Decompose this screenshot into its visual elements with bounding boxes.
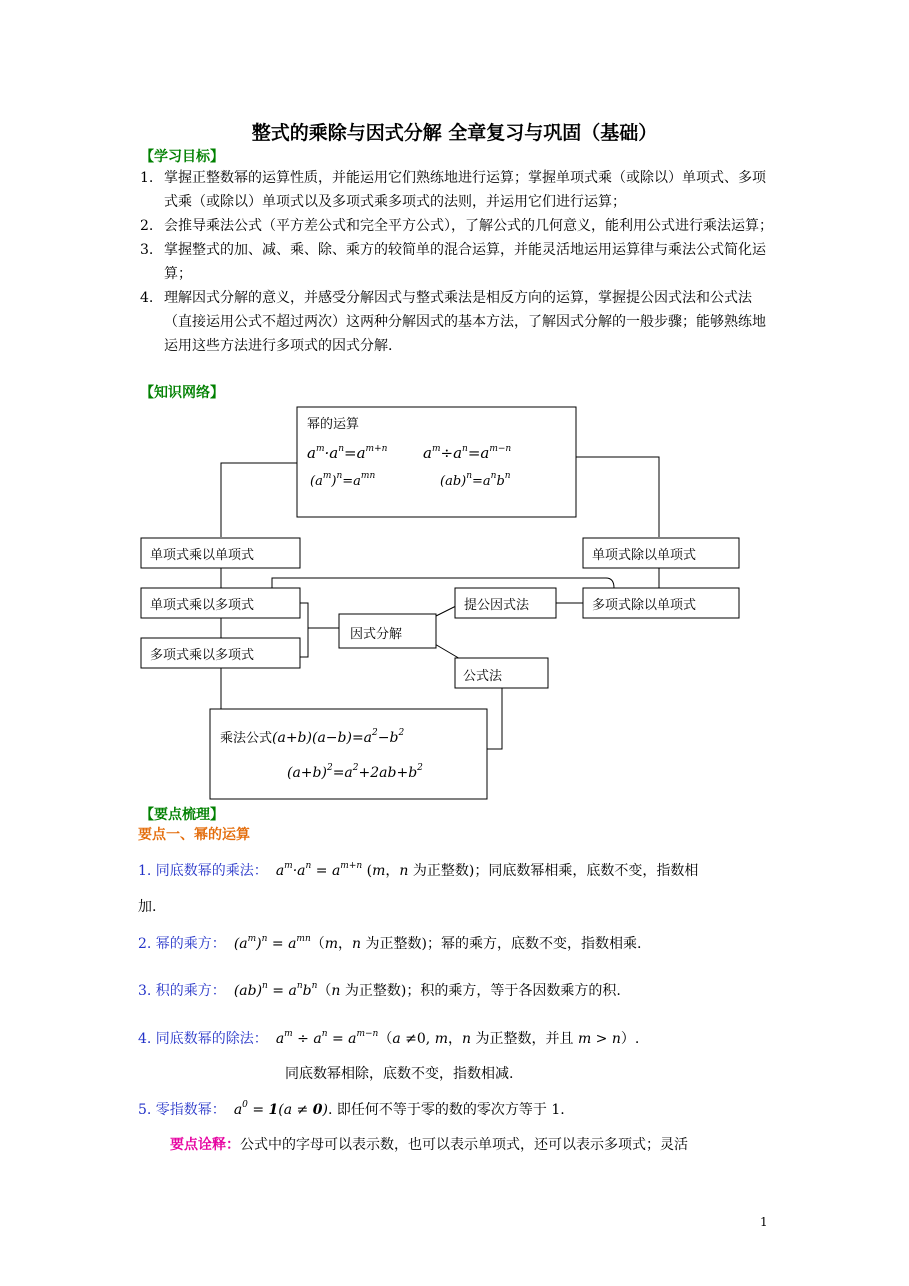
rule-1-label: 1. 同底数幂的乘法：: [138, 863, 268, 879]
connector-line: [272, 578, 614, 588]
goal-text: 掌握正整数幂的运算性质，并能运用它们熟练地进行运算；掌握单项式乘（或除以）单项式、多项式乘（或除以）单项式以及多项式乘多项式的法则，并运用它们进行运算；: [164, 170, 766, 210]
section-knowledge-network: 【知识网络】: [140, 385, 224, 401]
rule-2-desc: 为正整数)；幂的乘方，底数不变，指数相乘.: [365, 936, 642, 952]
poly-div-mono-label: 多项式除以单项式: [592, 598, 697, 613]
goal-number: 3.: [140, 242, 154, 258]
mono-mul-mono-label: 单项式乘以单项式: [150, 548, 255, 563]
rule-3: 3. 积的乘方： $(ab)^n = a^nb^n(n$ 为正整数)；积的乘方，等于各因数乘方的积.: [138, 981, 621, 999]
rule-4-label: 4. 同底数幂的除法：: [138, 1031, 268, 1047]
goal-text: 会推导乘法公式（平方差公式和完全平方公式），了解公式的几何意义，能利用公式进行乘法运算；: [164, 218, 773, 234]
section-key-points: 【要点梳理】: [140, 807, 224, 823]
mult-formula-label: 乘法公式: [220, 731, 273, 746]
connector-line: [576, 457, 659, 537]
goal-number: 2.: [140, 218, 154, 234]
rule-1-desc: 为正整数)；同底数幂相乘，底数不变，指数相: [412, 863, 699, 879]
rule-3-desc: 为正整数)；积的乘方，等于各因数乘方的积.: [344, 983, 621, 999]
connector-line: [221, 463, 297, 537]
rule-1-formula: $a^m\cdot a^n = a^{m+n}$: [275, 861, 363, 879]
rule-1-continuation: 加.: [138, 899, 157, 915]
rule-4-desc: 为正整数，并且: [475, 1031, 574, 1047]
note-text: 公式中的字母可以表示数，也可以表示单项式，还可以表示多项式；灵活: [240, 1137, 688, 1153]
goal-text: 理解因式分解的意义，并感受分解因式与整式乘法是相反方向的运算，掌握提公因式法和公式法（直接运用公式不超过两次）这两种分解因式的基本方法，了解因式分解的一般步骤；能够熟练地运用这些方法进行多项式的因式分解.: [164, 290, 766, 354]
common-factor-label: 提公因式法: [464, 598, 530, 613]
multiplication-formula-box: [210, 709, 487, 799]
formula-power-of-power: $(a^m)^n=a^{mn}$: [310, 471, 376, 489]
connector-line: [487, 688, 502, 749]
mono-div-mono-label: 单项式除以单项式: [592, 548, 697, 563]
rule-2: 2. 幂的乘方： $(a^m)^n = a^{mn}(m$，n 为正整数)；幂的乘方，底数不变，指数相乘.: [138, 934, 642, 952]
formula-power-product: $a^m\cdot a^n=a^{m+n}$: [307, 444, 388, 462]
formula-power-of-product: $(ab)^n=a^nb^n$: [440, 471, 511, 489]
factorize-label: 因式分解: [350, 627, 403, 642]
goal-number: 4.: [140, 290, 154, 306]
perfect-square-formula: $(a+b)^2=a^2+2ab+b^2$: [287, 763, 423, 781]
rule-4-continuation: 同底数幂相除，底数不变，指数相减.: [285, 1066, 514, 1082]
rule-5: 5. 零指数幂： $a^0 = 1(a \ne 0)$. 即任何不等于零的数的零次方等于 1.: [138, 1100, 565, 1118]
poly-mul-poly-label: 多项式乘以多项式: [150, 648, 255, 663]
page-number: 1: [760, 1215, 768, 1229]
document-title: 整式的乘除与因式分解 全章复习与巩固（基础）: [251, 122, 658, 144]
goal-number: 1.: [140, 170, 154, 186]
rule-3-formula: $(ab)^n = a^nb^n$: [233, 981, 318, 999]
rule-5-label: 5. 零指数幂：: [138, 1102, 226, 1118]
mono-mul-poly-label: 单项式乘以多项式: [150, 598, 255, 613]
key-point-1-heading: 要点一、幂的运算: [138, 827, 250, 843]
note-label: 要点诠释：: [170, 1137, 240, 1153]
rule-2-label: 2. 幂的乘方：: [138, 936, 226, 952]
rule-4-formula: $a^m \div a^n = a^{m-n}$: [275, 1029, 379, 1047]
connector-line: [300, 603, 308, 657]
key-note: [170, 1134, 688, 1154]
rule-2-formula: $(a^m)^n = a^{mn}$: [233, 934, 311, 952]
rule-5-formula: $a^0 = 1(a \ne 0)$: [233, 1100, 328, 1118]
power-box-title: 幂的运算: [307, 417, 360, 432]
goal-text: 掌握整式的加、减、乘、除、乘方的较简单的混合运算，并能灵活地运用运算律与乘法公式简化运算；: [164, 242, 766, 282]
section-learning-goals: 【学习目标】: [140, 149, 224, 165]
formula-method-label: 公式法: [463, 669, 503, 684]
difference-of-squares-formula: 乘法公式$(a+b)(a-b)=a^2-b^2$: [220, 728, 405, 746]
rule-5-desc: 即任何不等于零的数的零次方等于 1.: [336, 1102, 565, 1118]
formula-power-quotient: $a^m\div a^n=a^{m-n}$: [423, 444, 512, 462]
rule-1: 1. 同底数幂的乘法： $a^m\cdot a^n = a^{m+n}$ (m，n 为正整数)；同底数幂相乘，底数不变，指数相: [138, 861, 699, 879]
rule-4: 4. 同底数幂的除法： $a^m \div a^n = a^{m-n}(a \ne 0$, m，n 为正整数，并且 m > n）.: [138, 1029, 640, 1047]
rule-3-label: 3. 积的乘方：: [138, 983, 226, 999]
